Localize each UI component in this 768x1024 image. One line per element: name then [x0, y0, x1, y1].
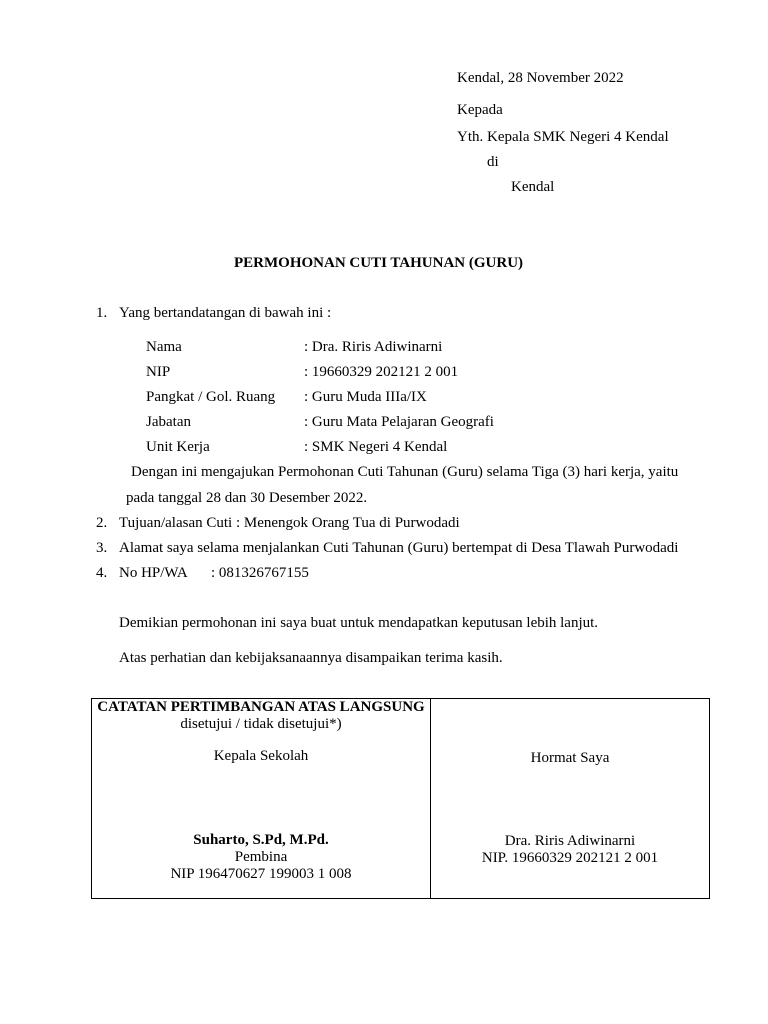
approval-heading: CATATAN PERTIMBANGAN ATAS LANGSUNG [97, 699, 425, 715]
field-value-pangkat: : Guru Muda IIIa/IX [304, 389, 427, 405]
applicant-nip: NIP. 19660329 202121 2 001 [481, 850, 659, 866]
field-label-nama: Nama [146, 339, 182, 355]
field-value-jabatan: : Guru Mata Pelajaran Geografi [304, 414, 494, 430]
item1-text: Yang bertandatangan di bawah ini : [119, 305, 332, 321]
item4-value: : 081326767155 [211, 565, 309, 581]
field-value-unit-kerja: : SMK Negeri 4 Kendal [304, 439, 448, 455]
item3-number: 3. [96, 540, 108, 556]
item2-text: Tujuan/alasan Cuti : Menengok Orang Tua di Purwodadi [119, 515, 460, 531]
approval-nip: NIP 196470627 199003 1 008 [170, 866, 352, 882]
approval-position: Kepala Sekolah [213, 748, 309, 764]
field-label-jabatan: Jabatan [146, 414, 191, 430]
approval-cell [92, 699, 430, 898]
recipient-city: Kendal [511, 179, 555, 195]
field-label-unit-kerja: Unit Kerja [146, 439, 210, 455]
closing-line-1: Demikian permohonan ini saya buat untuk mendapatkan keputusan lebih lanjut. [119, 615, 599, 631]
applicant-cell [431, 699, 709, 898]
approval-rank: Pembina [234, 849, 288, 865]
signature-table [91, 698, 710, 899]
approval-name: Suharto, S.Pd, M.Pd. [193, 832, 329, 848]
item1-number: 1. [96, 305, 108, 321]
field-value-nama: : Dra. Riris Adiwinarni [304, 339, 443, 355]
letter-title: PERMOHONAN CUTI TAHUNAN (GURU) [234, 255, 524, 271]
recipient-kepada: Kepada [457, 102, 503, 118]
applicant-greeting: Hormat Saya [530, 750, 610, 766]
recipient-di: di [487, 154, 499, 170]
field-label-pangkat: Pangkat / Gol. Ruang [146, 389, 276, 405]
field-value-nip: : 19660329 202121 2 001 [304, 364, 459, 380]
request-line-2: pada tanggal 28 dan 30 Desember 2022. [126, 490, 368, 506]
item4-number: 4. [96, 565, 108, 581]
item3-text: Alamat saya selama menjalankan Cuti Tahunan (Guru) bertempat di Desa Tlawah Purwodadi [119, 540, 679, 556]
place-date: Kendal, 28 November 2022 [457, 70, 624, 86]
applicant-name: Dra. Riris Adiwinarni [504, 833, 636, 849]
item4-label: No HP/WA [119, 565, 188, 581]
recipient-title: Yth. Kepala SMK Negeri 4 Kendal [457, 129, 669, 145]
field-label-nip: NIP [146, 364, 171, 380]
request-line-1: Dengan ini mengajukan Permohonan Cuti Tahunan (Guru) selama Tiga (3) hari kerja, yaitu [131, 464, 679, 480]
closing-line-2: Atas perhatian dan kebijaksanaannya disampaikan terima kasih. [119, 650, 503, 666]
approval-status: disetujui / tidak disetujui*) [180, 716, 342, 732]
item2-number: 2. [96, 515, 108, 531]
